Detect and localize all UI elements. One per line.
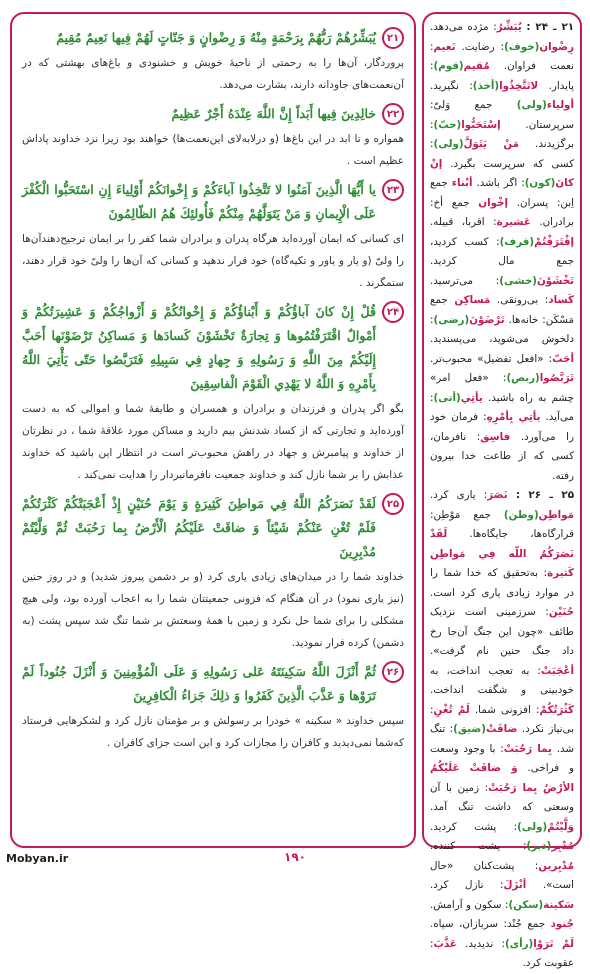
gloss-word: حُنَيْن: [548, 606, 574, 618]
gloss-word: عَشيرة: [496, 216, 531, 228]
gloss-root: (ربص): [506, 372, 540, 384]
gloss-word: إنْ كانَ: [430, 157, 574, 189]
gloss-word: إسْتَحَبُّوا: [461, 118, 501, 131]
gloss-meaning: جمع مَسْكَن: خانه‌ها.: [430, 294, 574, 326]
verse-6: [22, 660, 404, 708]
glossary-section: [430, 18, 574, 486]
gloss-word: لَمْ تَرَوْا: [533, 937, 574, 950]
gloss-root: (ضیق): [453, 723, 486, 735]
gloss-word: يُبَشِّرُ: [496, 21, 522, 33]
gloss-meaning: : نازل کرد.: [430, 879, 504, 891]
page-number: ۱۹۰: [284, 850, 306, 864]
gloss-word: أعْجَبَتْ: [540, 664, 574, 677]
gloss-meaning: : یاری کرد.: [430, 489, 488, 501]
gloss-meaning: : مژده می‌دهد.: [430, 21, 497, 33]
verse-2: [22, 102, 404, 126]
gloss-root: (ولی): [517, 820, 548, 833]
verse-translation: ای کسانی که ایمان آورده‌اید هرگاه پدران و برادران شما کفر را بر ایمان ترجیح‌دهند‌آن‌ها را ولیّ (و یار و یاور و تکیه‌گاه) خود قرار ندهید و کسانی که آن‌ها را ولیّ خود قرار دهند، ستمگرند .: [22, 233, 404, 289]
gloss-root: (كون): [524, 177, 556, 189]
gloss-word: وَلَّيْتُمْ: [547, 820, 574, 833]
verse-translation: پروردگار، آن‌ها را به رحمتی از ناحیهٔ خویش و خشنودی و باغ‌های بهشتی که در آن‌نعمت‌های جاودانه دارند، بشارت می‌دهد.: [22, 57, 404, 91]
gloss-word: بِما رَحُبَتْ: [503, 742, 552, 755]
gloss-root: (خوف): [504, 40, 540, 53]
gloss-meaning: : به تعجب انداخت، به خودبینی و شگفت انداخت.: [430, 664, 574, 696]
site-watermark: Mobyan.ir: [6, 852, 69, 865]
verse-number-badge: ۲۶: [382, 661, 404, 683]
gloss-meaning: : رضایت.: [461, 40, 505, 53]
verse-number-badge: ۲۲: [382, 103, 404, 125]
verse-arabic-text: لَقَدْ نَصَرَكُمُ اللَّهُ فِي مَواطِنَ كَثِيرَةٍ وَ يَوْمَ حُنَيْنٍ إِذْ أَعْجَبَتْكُمْ كَثْرَتُكُمْ فَلَمْ تُغْنِ عَنْكُمْ شَيْئاً وَ ضاقَتْ عَلَيْكُمُ الْأَرْضُ بِما رَحُبَتْ ثُمَّ وَلَّيْتُمْ مُدْبِرِينَ: [22, 496, 376, 559]
gloss-word: عَذَّبَ: [433, 937, 457, 950]
verse-translation: بگو اگر پدران و فرزندان و برادران و همسران و طایفهٔ شما و اموالی که به دست آورده‌اید و تجارتی که از کساد شدنش بیم دارید و مساکن مورد علاقهٔ شما ، در نظرتان از خداوند و پیامبرش و جهاد در راهش محبوب‌تر است در انتظار این باشید که خداوند عذابش را بر شما نازل کند و خداوند جمعیت نافرمانبردار را هدایت نمی‌کند .: [22, 403, 404, 481]
verse-1: [22, 26, 404, 50]
gloss-root: (أتی): [433, 391, 461, 404]
gloss-word: لَقَدْ نَصَرَكُمُ اللّه فِي مَواطِن كَثيرة: [430, 528, 574, 579]
gloss-word: يأتِي بِأمْرِهِ: [486, 411, 541, 423]
gloss-word: تَرْضَوْنَ: [469, 313, 505, 326]
glossary-panel: [422, 12, 582, 969]
verses-panel: [10, 12, 416, 848]
gloss-meaning: : فرمان خود را می‌آورد.: [430, 411, 575, 443]
gloss-meaning: : به‌تحقیق که خدا شما را در موارد زیادی یاری کرد است.: [430, 567, 574, 599]
gloss-meaning: : «فعل امر» چشم به راه باشید.: [430, 372, 574, 404]
gloss-meaning: : عقوبت کرد.: [430, 937, 574, 969]
verse-3: [22, 178, 404, 226]
gloss-word: وَ ضاقَتْ عَلَيْكُمُ الأرْضُ بِما رَحُبَتْ: [430, 762, 575, 794]
gloss-meaning: : افزونی شما.: [474, 703, 540, 716]
gloss-meaning: : با وجود وسعت و فراخی.: [430, 742, 574, 774]
gloss-meaning: : ندیدید.: [465, 937, 505, 950]
gloss-meaning: : پشت کننده.: [430, 840, 527, 852]
gloss-word: رِضْوان: [539, 40, 574, 53]
gloss-meaning: : سرزمینی است نزدیک طائف «چون این جنگ آن‌جا رخ داد جنگ حنین نام گرفت».: [430, 606, 574, 657]
verse-arabic-text: يا أَيُّهَا الَّذِينَ آمَنُوا لا تَتَّخِذُوا آباءَكُمْ وَ إِخْوانَكُمْ أَوْلِياءَ إِنِ اسْتَحَبُّوا الْكُفْرَ عَلَى الْإِيمانِ وَ مَنْ يَتَوَلَّهُمْ مِنْكُمْ فَأُولئِكَ هُمُ الظّالِمُونَ: [22, 182, 376, 221]
gloss-meaning: : بی‌رونقی.: [496, 294, 549, 306]
verse-translation: همواره و تا ابد در این باغ‌ها (و درلابه‌لای این‌نعمت‌ها) خواهند بود زیرا نزد خداوند پاداش عظیم است .: [22, 133, 404, 167]
verse-number-badge: ۲۱: [382, 27, 404, 49]
gloss-meaning: : می‌ترسید.: [430, 274, 500, 287]
gloss-word: مَنْ يَتَوَلَّ: [463, 138, 520, 150]
gloss-root: (خشی): [499, 274, 537, 287]
gloss-meaning: : «افعل تفضیل» محبوب‌تر.: [430, 352, 553, 365]
gloss-word: لاتَتَّخِذُوا: [499, 79, 539, 92]
gloss-meaning: : پایدار.: [430, 60, 574, 92]
gloss-meaning: : نافرمان، کسی که از طاعت خدا بیرون رفته.: [430, 430, 574, 482]
gloss-root: (حبّ): [433, 118, 462, 131]
gloss-meaning: : برگزیدند.: [430, 118, 574, 150]
gloss-root: (ولی): [433, 138, 464, 150]
verse-number-badge: ۲۴: [382, 301, 404, 323]
gloss-word: سَكينة: [543, 898, 574, 911]
gloss-meaning: : بی‌نیاز نکرد.: [430, 703, 575, 735]
glossary-range-heading: ۲۵ ـ ۲۶ :: [515, 489, 574, 501]
gloss-meaning: : پشت‌کنان «حال است».: [430, 859, 574, 891]
verse-translation: خداوند شما را در میدان‌های زیادی یاری کرد (و بر دشمن پیروز شدید) و در روز حنین (نیز یاری نمود) در آن هنگام که فزونی جمعیتتان شما را به اعجاب آورده بود، ولی هیچ مشکلی را برای شما حل نکرد و زمین با همهٔ وسعتش بر شما تنگ شد سپس پشت (به دشمن) کرده فرار نمودید.: [22, 571, 404, 649]
glossary-range-heading: ۲۱ ـ ۲۴ :: [526, 21, 575, 33]
gloss-meaning: : کسی که سرپرست بگیرد.: [430, 138, 574, 170]
gloss-meaning: جمع مَوْطِن: قرارگاه‌ها، جایگاه‌ها.: [430, 508, 574, 540]
verse-arabic-text: ثُمَّ أَنْزَلَ اللَّهُ سَكِينَتَهُ عَلى رَسُولِهِ وَ عَلَى الْمُؤْمِنِينَ وَ أَنْزَلَ جُنُوداً لَمْ تَرَوْها وَ عَذَّبَ الَّذِينَ كَفَرُوا وَ ذلِكَ جَزاءُ الْكافِرِينَ: [22, 664, 376, 703]
gloss-word: أولياء: [546, 99, 574, 111]
gloss-meaning: : دلخوش می‌شوید، می‌پسندید.: [430, 313, 574, 345]
gloss-word: تَخْشَوْنَ: [536, 274, 574, 287]
gloss-meaning: : می‌آید.: [430, 391, 574, 423]
gloss-word: لَمْ تُغْنِ: [433, 703, 470, 716]
gloss-word: مُدْبِر: [551, 840, 574, 852]
gloss-word: أنْزَلَ: [503, 879, 527, 891]
gloss-word: إخْوان: [478, 196, 509, 209]
gloss-root: (وطن): [503, 508, 539, 521]
gloss-root: (رضی): [433, 313, 470, 326]
verse-number-badge: ۲۵: [382, 493, 404, 515]
gloss-meaning: جمع جُنْد: سربازان، سپاه.: [430, 918, 551, 930]
gloss-word: كَثْرَتُكُمْ: [539, 703, 574, 716]
gloss-meaning: : اگر باشد.: [476, 177, 525, 189]
verse-number-badge: ۲۳: [382, 179, 404, 201]
verse-arabic-text: خالِدِينَ فِيها أَبَداً إِنَّ اللَّهَ عِنْدَهُ أَجْرٌ عَظِيمٌ: [171, 106, 376, 121]
verse-5: [22, 492, 404, 564]
gloss-word: مُقيم: [463, 60, 490, 72]
gloss-root: (قرف): [499, 235, 535, 248]
gloss-root: (أخذ): [472, 79, 500, 92]
gloss-word: جُنود: [550, 918, 574, 930]
gloss-meaning: : زمین با آن وسعتی که داشت تنگ آمد.: [430, 781, 574, 813]
gloss-word: أبْناء: [451, 177, 473, 189]
gloss-meaning: : سکون و آرامش.: [430, 898, 509, 911]
gloss-meaning: : پشت کردید.: [430, 820, 518, 833]
gloss-word: إقْتَرَفْتُمْ: [534, 235, 574, 248]
gloss-root: (دبر): [526, 840, 552, 852]
verse-translation: سپس خداوند « سکینه » خودرا بر رسولش و بر مؤمنان نازل کرد و لشکرهایی فرستاد که‌شما نمی‌دیدید و کافران را مجازات کرد و این است جزای کافران .: [22, 715, 404, 749]
gloss-root: (ولی): [516, 99, 547, 111]
glossary-section: [430, 486, 574, 974]
gloss-meaning: جمع أخ: برادران.: [430, 196, 574, 228]
gloss-meaning: جمع اِبن: پسران.: [430, 177, 574, 209]
verse-4: [22, 300, 404, 396]
gloss-word: مَواطِن: [538, 508, 574, 521]
gloss-meaning: : تنگ شد.: [430, 723, 574, 755]
gloss-word: أحَبّ: [552, 352, 574, 365]
gloss-root: (رأی): [504, 937, 534, 950]
gloss-word: مَساكِن: [454, 294, 491, 306]
gloss-word: كَساد: [548, 294, 574, 306]
verse-arabic-text: قُلْ إِنْ كانَ آباؤُكُمْ وَ أَبْناؤُكُمْ وَ إِخْوانُكُمْ وَ أَزْواجُكُمْ وَ عَشِيرَتُكُمْ وَ أَمْوالٌ اقْتَرَفْتُمُوها وَ تِجارَةٌ تَخْشَوْنَ كَسادَها وَ مَساكِنُ تَرْضَوْنَها أَحَبَّ إِلَيْكُمْ مِنَ اللَّهِ وَ رَسُولِهِ وَ جِهادٍ فِي سَبِيلِهِ فَتَرَبَّصُوا حَتّى يَأْتِيَ اللَّهُ بِأَمْرِهِ وَ اللَّهُ لا يَهْدِي الْقَوْمَ الْفاسِقِينَ: [22, 304, 376, 391]
gloss-meaning: : نعمت فراوان.: [430, 40, 574, 72]
gloss-word: يأتِي: [460, 391, 483, 404]
gloss-root: (قوم): [433, 60, 464, 72]
gloss-root: (سكن): [508, 898, 544, 911]
gloss-word: مُدْبِرين: [538, 859, 574, 872]
gloss-meaning: : کسب کردید، جمع مال کردید.: [430, 235, 574, 267]
gloss-word: نَصَرَ: [487, 489, 508, 501]
gloss-meaning: : نگیرید.: [430, 79, 473, 92]
verse-arabic-text: يُبَشِّرُهُمْ رَبُّهُمْ بِرَحْمَةٍ مِنْهُ وَ رِضْوانٍ وَ جَنّاتٍ لَهُمْ فِيها نَعِيمٌ مُقِيمٌ: [56, 30, 376, 45]
gloss-word: نَعيم: [433, 40, 456, 53]
gloss-meaning: جمع وَلیّ: سرپرستان.: [430, 99, 574, 131]
gloss-word: ضاقَتْ: [485, 723, 518, 735]
gloss-word: فاسِق: [480, 430, 511, 443]
gloss-meaning: : اقربا، قبیله.: [430, 216, 497, 228]
gloss-word: تَرَبَّصُوا: [539, 372, 574, 384]
